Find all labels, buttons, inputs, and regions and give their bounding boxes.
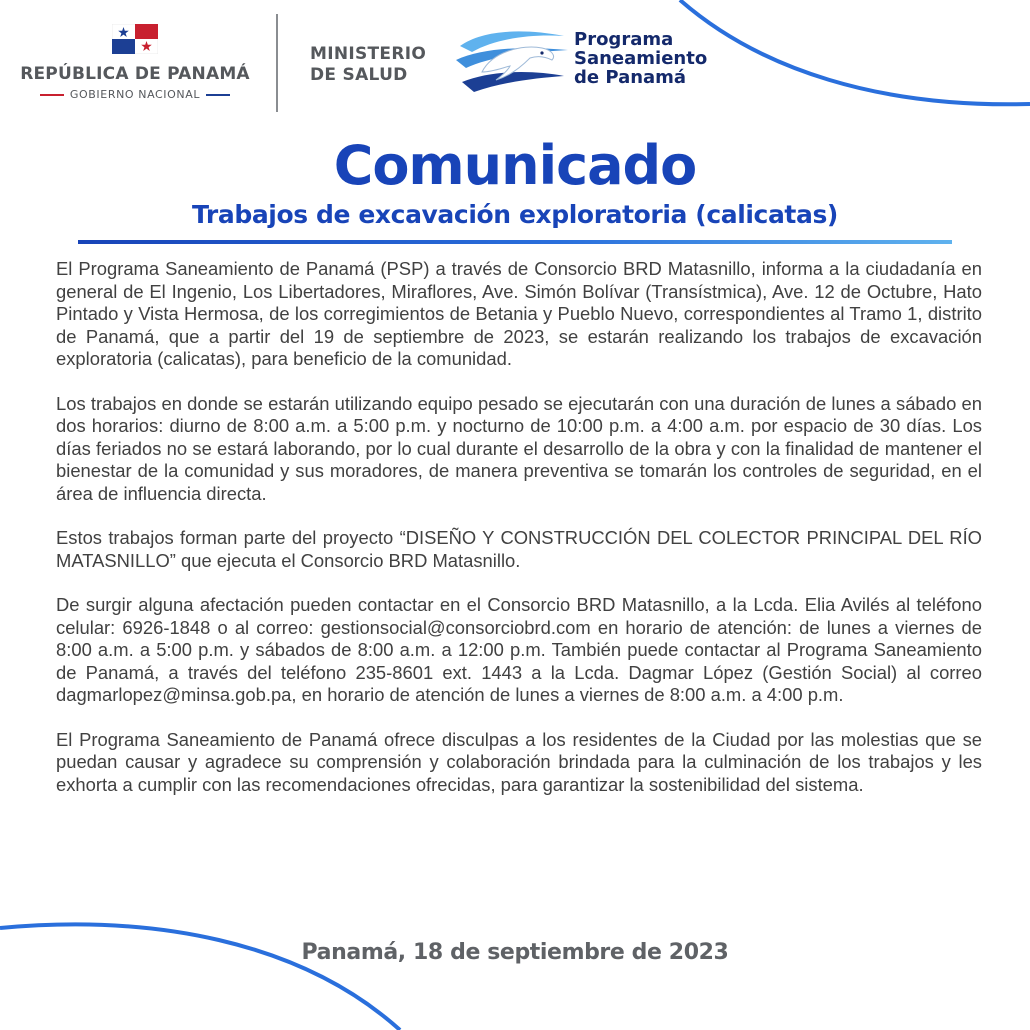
red-rule: [40, 94, 64, 96]
program-line-3: de Panamá: [574, 67, 687, 88]
government-name: GOBIERNO NACIONAL: [69, 88, 201, 101]
paragraph-5: El Programa Saneamiento de Panamá ofrece disculpas a los residentes de la Ciudad por las molestias que se puedan causar y agradece su comprensión y colaboración brindada para la culminación de los trabajos y les exhorta a cumplir con las recomendaciones ofrecidas, para garantizar la sostenibilidad del sistema.: [56, 728, 982, 795]
ministry-line-1: MINISTERIO: [310, 44, 427, 64]
paragraph-2: Los trabajos en donde se estarán utilizando equipo pesado se ejecutarán con una duración de lunes a sábado en dos horarios: diurno de 8:00 a.m. a 5:00 p.m. y nocturno de 10:00 p.m. a 4:00 a.m. por espacio de 30 días. Los días feriados no se estará laborando, por lo cual durante el desarrollo de la obra y con la finalidad de mantener el bienestar de la comunidad y sus moradores, de manera preventiva se tomarán los controles de seguridad, en el área de influencia directa.: [56, 392, 982, 504]
title-underline: [78, 240, 952, 244]
paragraph-4: De surgir alguna afectación pueden contactar en el Consorcio BRD Matasnillo, a la Lcda. Elia Avilés al teléfono celular: 6926-1848 o al correo: gestionsocial@consorciobrd.com en horario de atención: de lunes a viernes de 8:00 a.m. a 5:00 p.m. y sábados de 8:00 a.m. a 12:00 p.m. También puede contactar al Programa Saneamiento de Panamá, a través del teléfono 235-8601 ext. 1443 a la Lcda. Dagmar López (Gestión Social) al correo dagmarlopez@minsa.gob.pa, en horario de atención de lunes a viernes de 8:00 a.m. a 4:00 p.m.: [56, 594, 982, 705]
government-logo: [10, 24, 260, 101]
paragraph-1: El Programa Saneamiento de Panamá (PSP) a través de Consorcio BRD Matasnillo, informa a la ciudadanía en general de El Ingenio, Los Libertadores, Miraflores, Ave. Simón Bolívar (Transístmica), Ave. 12 de Octubre, Hato Pintado y Vista Hermosa, de los corregimientos de Betania y Pueblo Nuevo, correspondientes al Tramo 1, distrito de Panamá, que a partir del 19 de septiembre de 2023, se estarán realizando los trabajos de excavación exploratoria (calicatas), para beneficio de la comunidad.: [56, 258, 982, 369]
ministry-line-2: DE SALUD: [310, 65, 408, 85]
communique-body: [56, 258, 982, 818]
panama-flag-icon: [112, 24, 158, 54]
paragraph-3: Estos trabajos forman parte del proyecto “DISEÑO Y CONSTRUCCIÓN DEL COLECTOR PRINCIPAL DEL RÍO MATASNILLO” que ejecuta el Consorcio BRD Matasnillo.: [56, 527, 982, 571]
bottom-left-wave-decoration: [0, 900, 420, 1030]
dolphin-logo-icon: [452, 26, 572, 100]
ministry-name: [310, 44, 426, 86]
page-subtitle: Trabajos de excavación exploratoria (calicatas): [192, 200, 838, 229]
country-name: REPÚBLICA DE PANAMÁ: [20, 64, 250, 84]
blue-rule: [206, 94, 230, 96]
program-line-1: Programa: [574, 29, 674, 50]
program-name: [574, 30, 707, 87]
header: [0, 0, 1030, 120]
program-line-2: Saneamiento: [574, 48, 708, 69]
header-divider: [276, 14, 278, 112]
page-title: Comunicado: [333, 134, 697, 197]
government-subtitle-row: [10, 88, 260, 101]
date-line: Panamá, 18 de septiembre de 2023: [301, 940, 729, 965]
